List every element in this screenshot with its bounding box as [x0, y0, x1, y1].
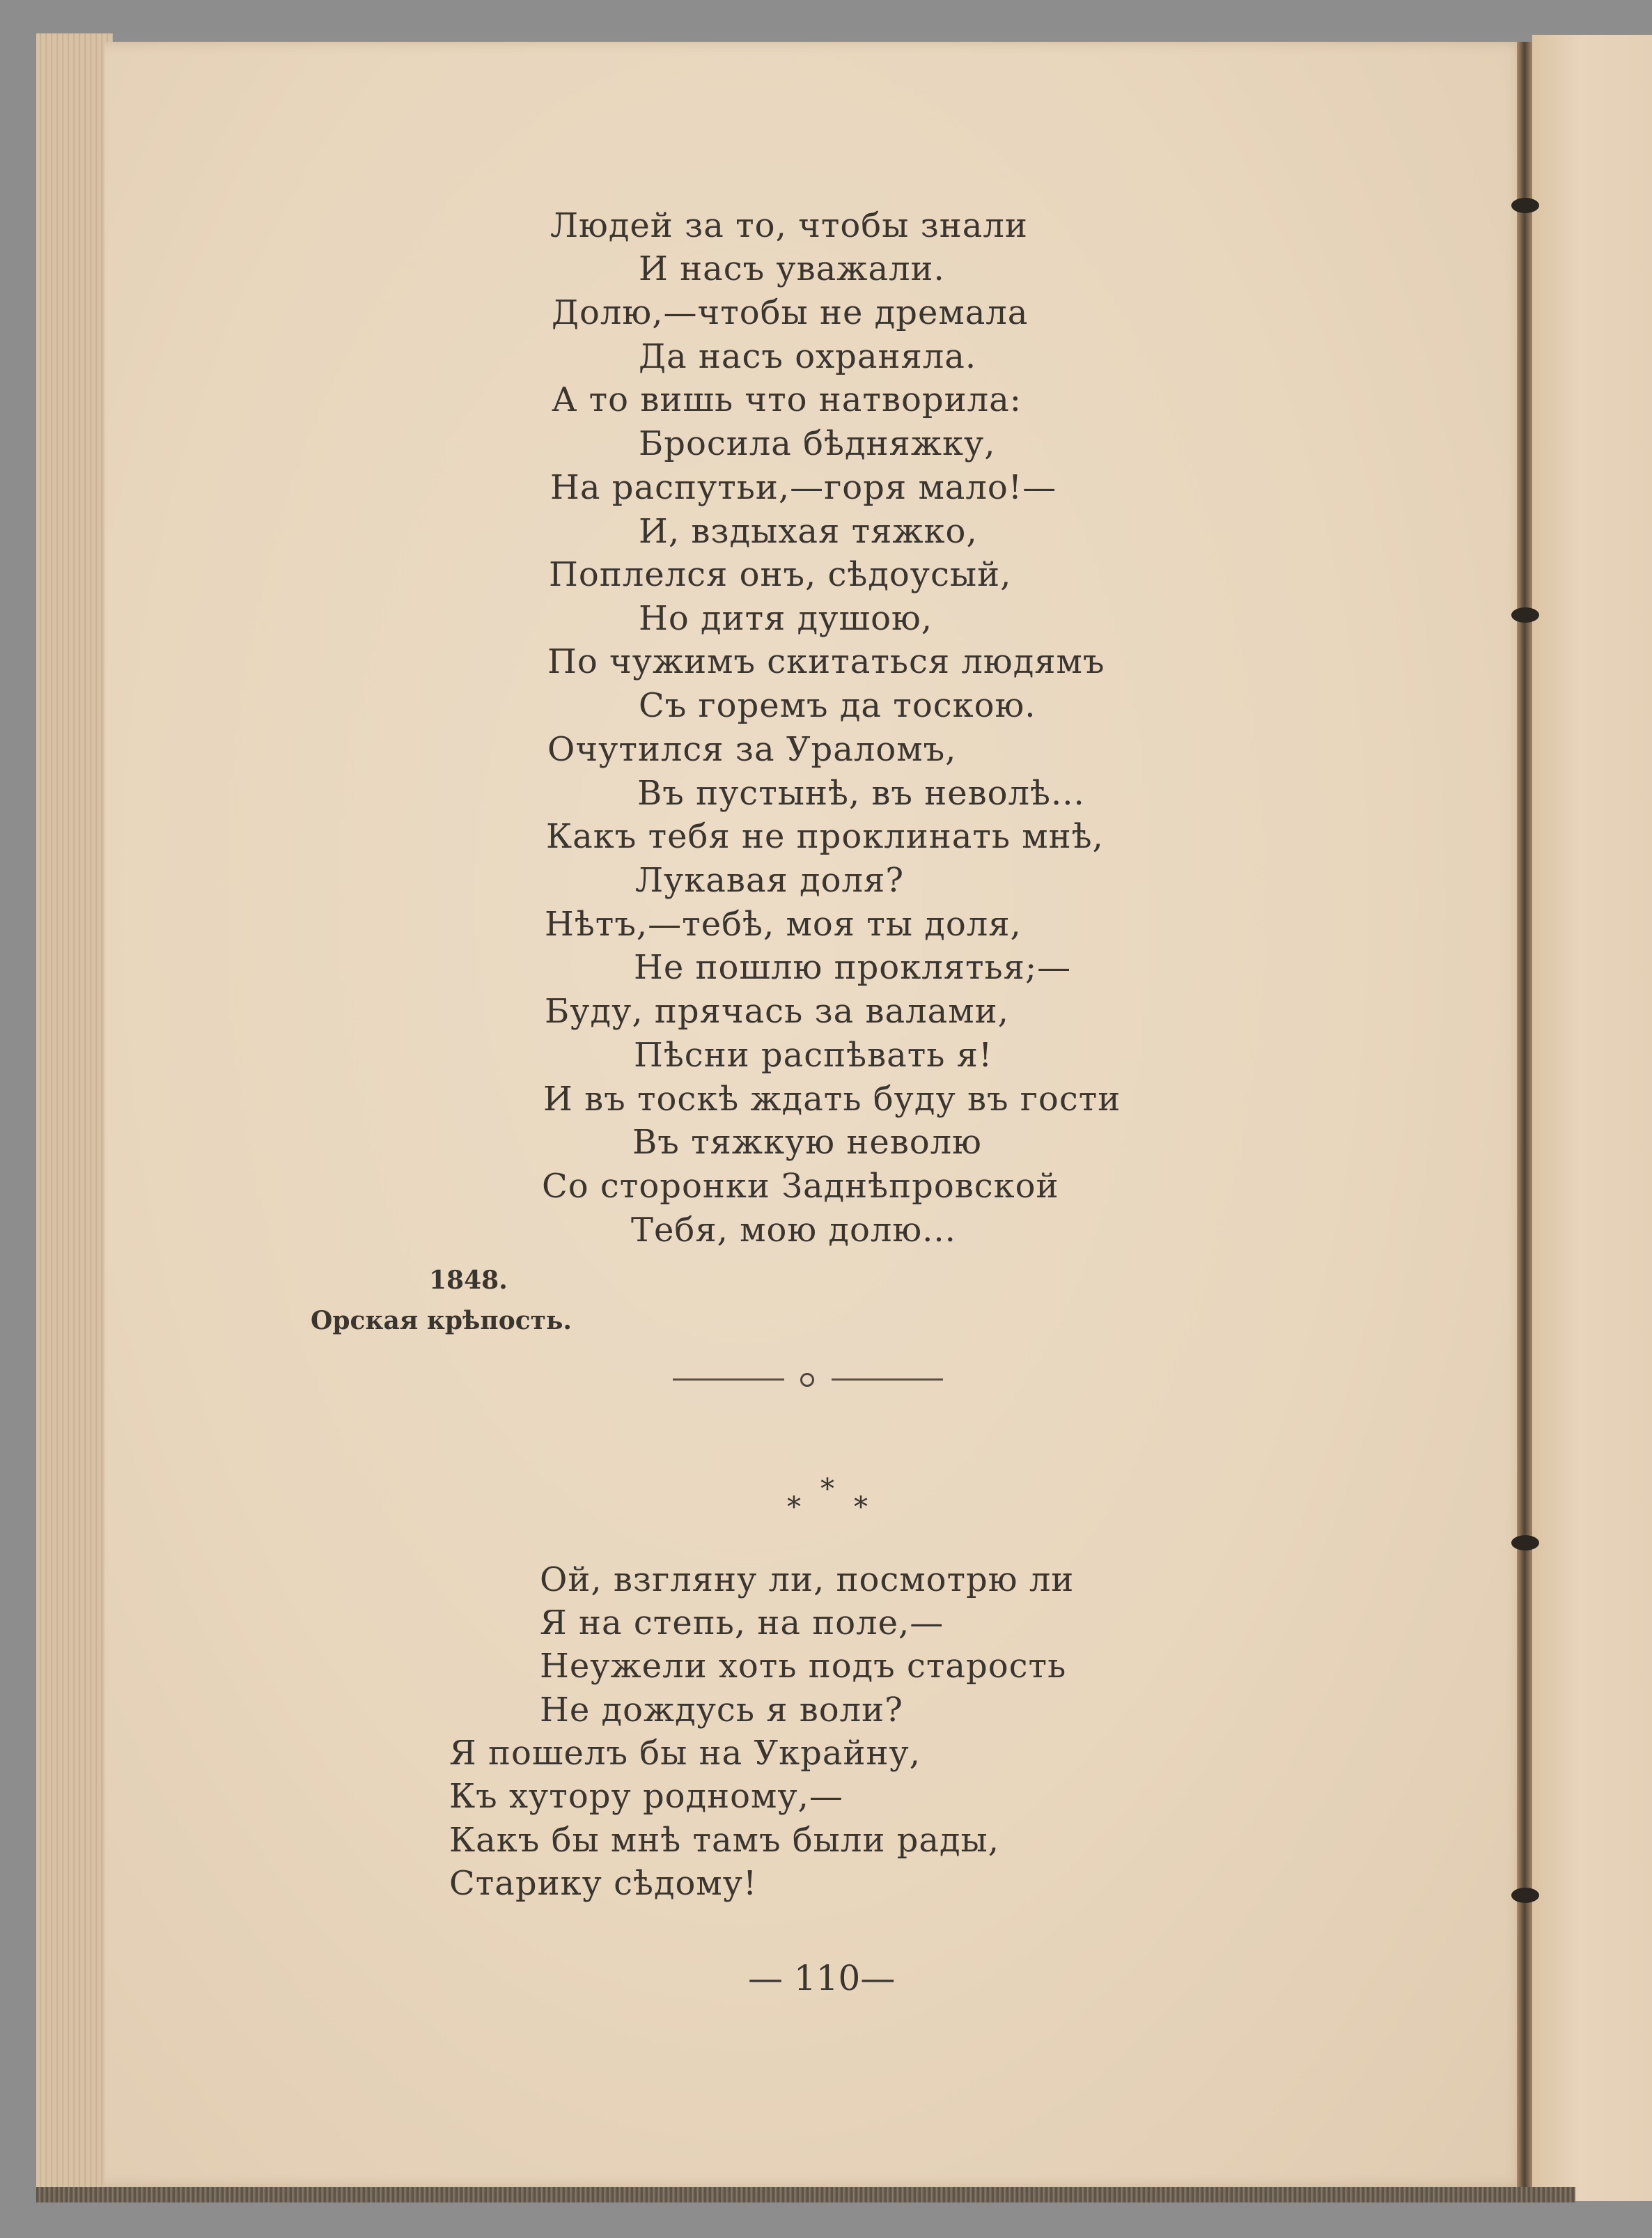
poem1-line: Съ горемъ да тоскою. — [639, 686, 1036, 725]
poem1-line: Долю,—чтобы не дремала — [552, 293, 1029, 332]
poem1-line: Не пошлю проклятья;— — [634, 948, 1072, 987]
poem2-line: Не дождусь я воли? — [540, 1691, 903, 1730]
poem-date: 1848. — [429, 1266, 508, 1295]
facing-page — [1532, 35, 1652, 2201]
poem1-line: Да насъ охраняла. — [639, 337, 977, 376]
asterism-star: * — [820, 1473, 834, 1505]
poem1-line: И, вздыхая тяжко, — [639, 512, 978, 551]
asterism-star: * — [787, 1491, 801, 1523]
poem1-line: На распутьи,—горя мало!— — [550, 468, 1057, 507]
scanner-background-left — [0, 0, 36, 2238]
poem1-line: Буду, прячась за валами, — [545, 992, 1009, 1031]
binding-stitch — [1511, 198, 1539, 213]
binding-stitch — [1511, 607, 1539, 623]
poem1-line: Лукавая доля? — [635, 861, 905, 900]
scanner-background-top — [0, 0, 1652, 33]
poem1-line: И насъ уважали. — [639, 249, 945, 288]
binding-stitch — [1511, 1535, 1539, 1551]
poem1-line: Въ пустынѣ, въ неволѣ... — [637, 774, 1085, 813]
poem2-line: Ой, взгляну ли, посмотрю ли — [540, 1560, 1075, 1599]
book-gutter — [1517, 42, 1532, 2194]
poem1-line: Въ тяжкую неволю — [632, 1123, 982, 1162]
page-number: — 110— — [748, 1958, 896, 1998]
poem1-line: И въ тоскѣ ждать буду въ гости — [543, 1080, 1121, 1119]
poem2-line: Неужели хоть подъ старость — [540, 1647, 1067, 1686]
poem2-line: Я пошелъ бы на Украйну, — [449, 1734, 921, 1773]
page-bottom-edge — [36, 2187, 1575, 2202]
poem2-line: Къ хутору родному,— — [449, 1777, 843, 1816]
page-edges-stack — [36, 33, 113, 2201]
poem1-line: Со сторонки Заднѣпровской — [542, 1167, 1059, 1206]
poem1-line: Какъ тебя не проклинать мнѣ, — [546, 817, 1104, 856]
poem1-line: Нѣтъ,—тебѣ, моя ты доля, — [545, 905, 1022, 944]
binding-stitch — [1511, 1888, 1539, 1903]
poem1-line: Но дитя душою, — [639, 599, 933, 638]
poem1-line: А то вишь что натворила: — [552, 380, 1022, 419]
separator-rule-left — [673, 1378, 784, 1381]
poem1-line: Бросила бѣдняжку, — [639, 424, 996, 463]
poem1-line: Очутился за Ураломъ, — [547, 730, 957, 769]
poem2-line: Я на степь, на поле,— — [540, 1603, 944, 1642]
poem1-line: Тебя, мою долю... — [631, 1211, 956, 1250]
poem1-line: Поплелся онъ, сѣдоусый, — [549, 555, 1012, 594]
scanner-background-bottom — [0, 2200, 1652, 2238]
separator-ornament — [800, 1373, 814, 1387]
asterism-star: * — [854, 1491, 868, 1523]
poem2-line: Какъ бы мнѣ тамъ были рады, — [449, 1821, 999, 1860]
poem-place: Орская крѣпость. — [311, 1306, 572, 1335]
poem2-line: Старику сѣдому! — [449, 1864, 758, 1903]
poem1-line: Людей за то, чтобы знали — [550, 206, 1028, 245]
poem1-line: Пѣсни распѣвать я! — [634, 1036, 993, 1075]
separator-rule-right — [832, 1378, 943, 1381]
poem1-line: По чужимъ скитаться людямъ — [547, 642, 1105, 681]
